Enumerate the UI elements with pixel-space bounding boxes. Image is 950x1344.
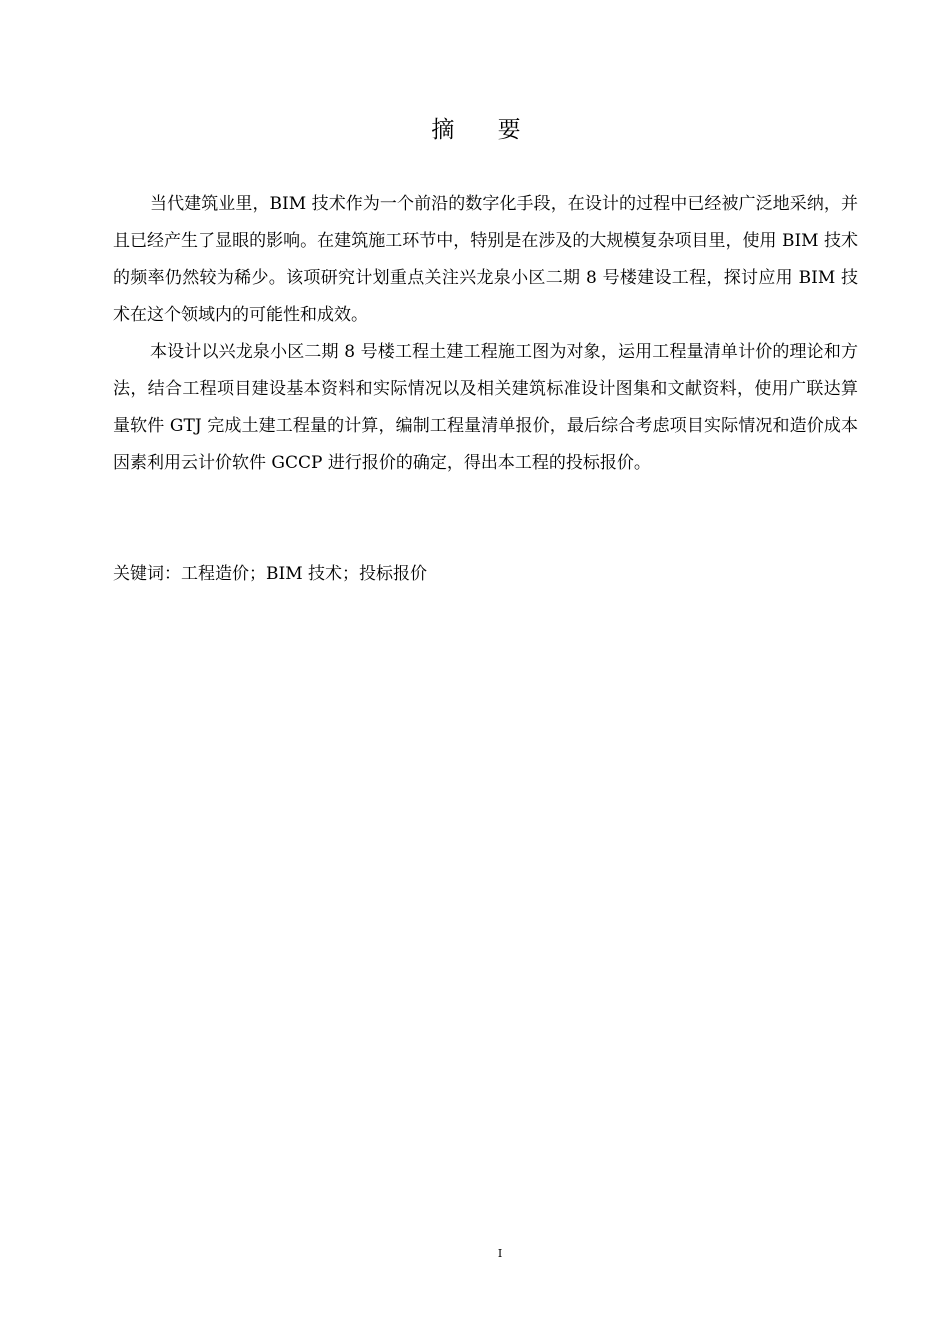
abstract-paragraph-1: 当代建筑业里，BIM 技术作为一个前沿的数字化手段，在设计的过程中已经被广泛地采纳，并且已经产生了显眼的影响。在建筑施工环节中，特别是在涉及的大规模复杂项目里，使用 BIM 技术的频率仍然较为稀少。该项研究计划重点关注兴龙泉小区二期 8 号楼建设工程，探讨应用 BIM 技术在这个领域内的可能性和成效。	[113, 194, 858, 325]
page-number: I	[497, 1247, 503, 1260]
keywords-label: 关键词：	[113, 564, 181, 584]
keywords-line	[113, 558, 858, 590]
keywords-value: 工程造价；BIM 技术；投标报价	[181, 564, 428, 584]
abstract-paragraph-2: 本设计以兴龙泉小区二期 8 号楼工程土建工程施工图为对象，运用工程量清单计价的理论和方法，结合工程项目建设基本资料和实际情况以及相关建筑标准设计图集和文献资料，使用广联达算量软件 GTJ 完成土建工程量的计算，编制工程量清单报价，最后综合考虑项目实际情况和造价成本因素利用云计价软件 GCCP 进行报价的确定，得出本工程的投标报价。	[113, 342, 858, 473]
abstract-body	[113, 186, 858, 482]
abstract-title: 摘 要	[431, 117, 539, 143]
